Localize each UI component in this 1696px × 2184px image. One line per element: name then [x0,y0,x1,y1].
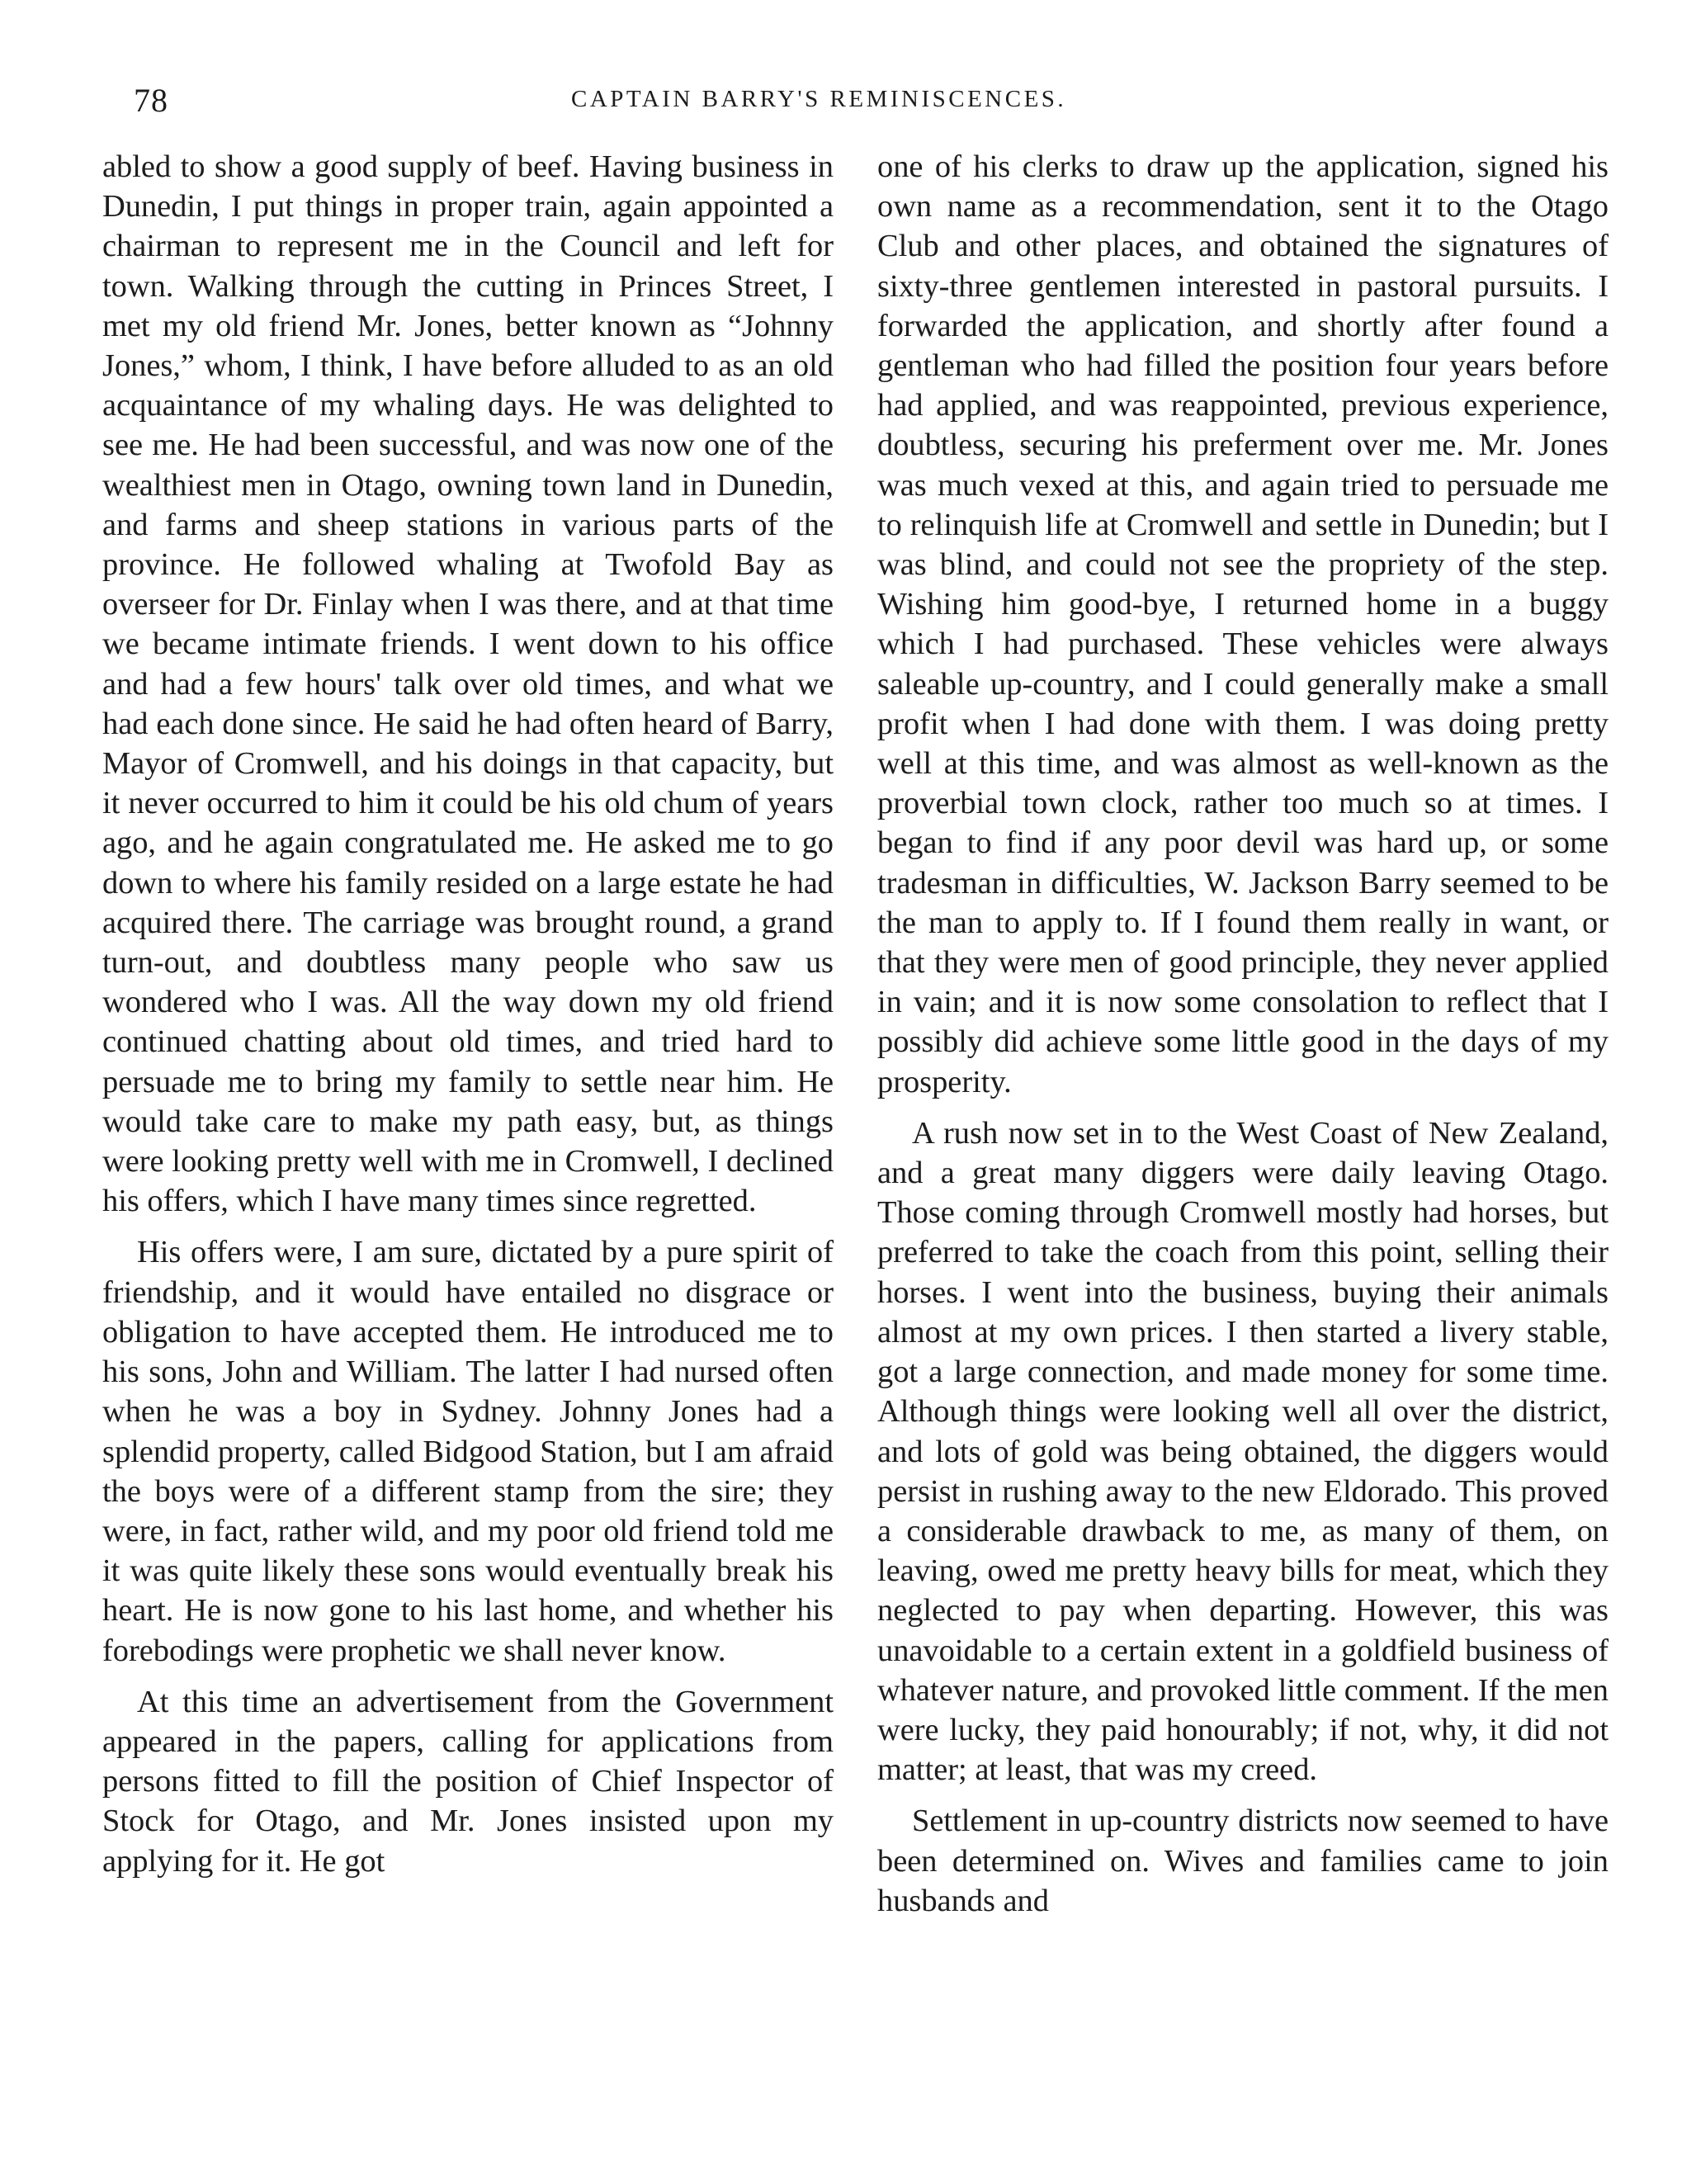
page-number: 78 [134,82,168,119]
paragraph: Settlement in up-country districts now seemed to have been determined on. Wives and families came to join husbands and [877,1803,1609,1918]
paragraph: A rush now set in to the West Coast of New Zealand, and a great many diggers were daily leaving Otago. Those coming through Cromwell mostly had horses, but preferred to take the coach from this point, selling their horses. I went into the business, buying their animals almost at my own prices. I then started a livery stable, got a large connection, and made money for some time. Although things were looking well all over the district, and lots of gold was being obtained, the diggers would persist in rushing away to the new Eldorado. This proved a considerable drawback to me, as many of them, on leaving, owed me pretty heavy bills for meat, which they neglected to pay when departing. However, this was unavoidable to a certain extent in a goldfield business of whatever nature, and provoked little comment. If the men were lucky, they paid honourably; if not, why, it did not matter; at least, that was my creed. [877,1115,1609,1788]
left-column [102,147,834,1881]
running-title: CAPTAIN BARRY'S REMINISCENCES. [571,86,1067,112]
paragraph: His offers were, I am sure, dictated by a pure spirit of friendship, and it would have entailed no disgrace or obligation to have accepted them. He introduced me to his sons, John and William. The latter I had nursed often when he was a boy in Sydney. Johnny Jones had a splendid property, called Bidgood Station, but I am afraid the boys were of a different stamp from the sire; they were, in fact, rather wild, and my poor old friend told me it was quite likely these sons would eventually break his heart. He is now gone to his last home, and whether his forebodings were prophetic we shall never know. [102,1235,834,1668]
right-column [877,147,1609,1921]
page-header [134,81,1597,130]
paragraph: one of his clerks to draw up the application, signed his own name as a recommendation, sent it to the Otago Club and other places, and obtained the signatures of sixty-three gentlemen interested in pastoral pursuits. I forwarded the application, and shortly after found a gentleman who had filled the position four years before had applied, and was reappointed, previous experience, doubtless, securing his preferment over me. Mr. Jones was much vexed at this, and again tried to persuade me to relinquish life at Cromwell and settle in Dunedin; but I was blind, and could not see the propriety of the step. Wishing him good-bye, I returned home in a buggy which I had purchased. These vehicles were always saleable up-country, and I could generally make a small profit when I had done with them. I was doing pretty well at this time, and was almost as well-known as the proverbial town clock, rather too much so at times. I began to find if any poor devil was hard up, or some tradesman in difficulties, W. Jackson Barry seemed to be the man to apply to. If I found them really in want, or that they were men of good principle, they never applied in vain; and it is now some consolation to reflect that I possibly did achieve some little good in the days of my prosperity. [877,149,1609,1099]
paragraph: At this time an advertisement from the Government appeared in the papers, calling for applications from persons fitted to fill the position of Chief Inspector of Stock for Otago, and Mr. Jones insisted upon my applying for it. He got [102,1684,834,1879]
paragraph: abled to show a good supply of beef. Having business in Dunedin, I put things in proper train, again appointed a chairman to represent me in the Council and left for town. Walking through the cutting in Princes Street, I met my old friend Mr. Jones, better known as “Johnny Jones,” whom, I think, I have before alluded to as an old acquaintance of my whaling days. He was delighted to see me. He had been successful, and was now one of the wealthiest men in Otago, owning town land in Dunedin, and farms and sheep stations in various parts of the province. He followed whaling at Twofold Bay as overseer for Dr. Finlay when I was there, and at that time we became intimate friends. I went down to his office and had a few hours' talk over old times, and what we had each done since. He said he had often heard of Barry, Mayor of Cromwell, and his doings in that capacity, but it never occurred to him it could be his old chum of years ago, and he again congratulated me. He asked me to go down to where his family resided on a large estate he had acquired there. The carriage was brought round, a grand turn-out, and doubtless many people who saw us wondered who I was. All the way down my old friend continued chatting about old times, and tried hard to persuade me to bring my family to settle near him. He would take care to make my path easy, but, as things were looking pretty well with me in Cromwell, I declined his offers, which I have many times since regretted. [102,149,834,1219]
